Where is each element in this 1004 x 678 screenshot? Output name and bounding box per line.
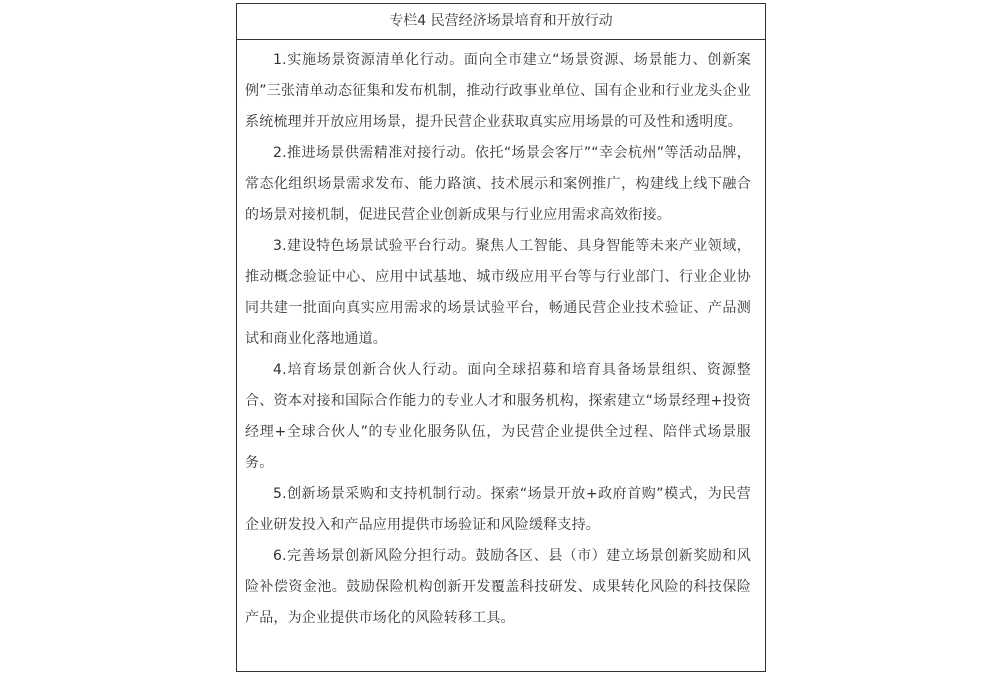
- column-box: [236, 3, 766, 672]
- action-item-6: 6.完善场景创新风险分担行动。鼓励各区、县（市）建立场景创新奖励和风险补偿资金池。鼓励保险机构创新开发覆盖科技研发、成果转化风险的科技保险产品，为企业提供市场化的风险转移工具。: [245, 548, 751, 626]
- action-item-1: 1.实施场景资源清单化行动。面向全市建立“场景资源、场景能力、创新案例”三张清单动态征集和发布机制，推动行政事业单位、国有企业和行业龙头企业系统梳理并开放应用场景，提升民营企业获取真实应用场景的可及性和透明度。: [245, 52, 751, 130]
- box-body: [237, 40, 765, 634]
- action-item-4: 4.培育场景创新合伙人行动。面向全球招募和培育具备场景组织、资源整合、资本对接和国际合作能力的专业人才和服务机构，探索建立“场景经理+投资经理+全球合伙人”的专业化服务队伍，为民营企业提供全过程、陪伴式场景服务。: [245, 362, 751, 471]
- action-item-2: 2.推进场景供需精准对接行动。依托“场景会客厅”“幸会杭州”等活动品牌，常态化组织场景需求发布、能力路演、技术展示和案例推广，构建线上线下融合的场景对接机制，促进民营企业创新成果与行业应用需求高效衔接。: [245, 145, 751, 223]
- action-item-5: 5.创新场景采购和支持机制行动。探索“场景开放+政府首购”模式，为民营企业研发投入和产品应用提供市场验证和风险缓释支持。: [245, 486, 751, 533]
- box-title: 专栏4 民营经济场景培育和开放行动: [237, 4, 765, 40]
- action-item-3: 3.建设特色场景试验平台行动。聚焦人工智能、具身智能等未来产业领域，推动概念验证中心、应用中试基地、城市级应用平台等与行业部门、行业企业协同共建一批面向真实应用需求的场景试验平台，畅通民营企业技术验证、产品测试和商业化落地通道。: [245, 238, 751, 347]
